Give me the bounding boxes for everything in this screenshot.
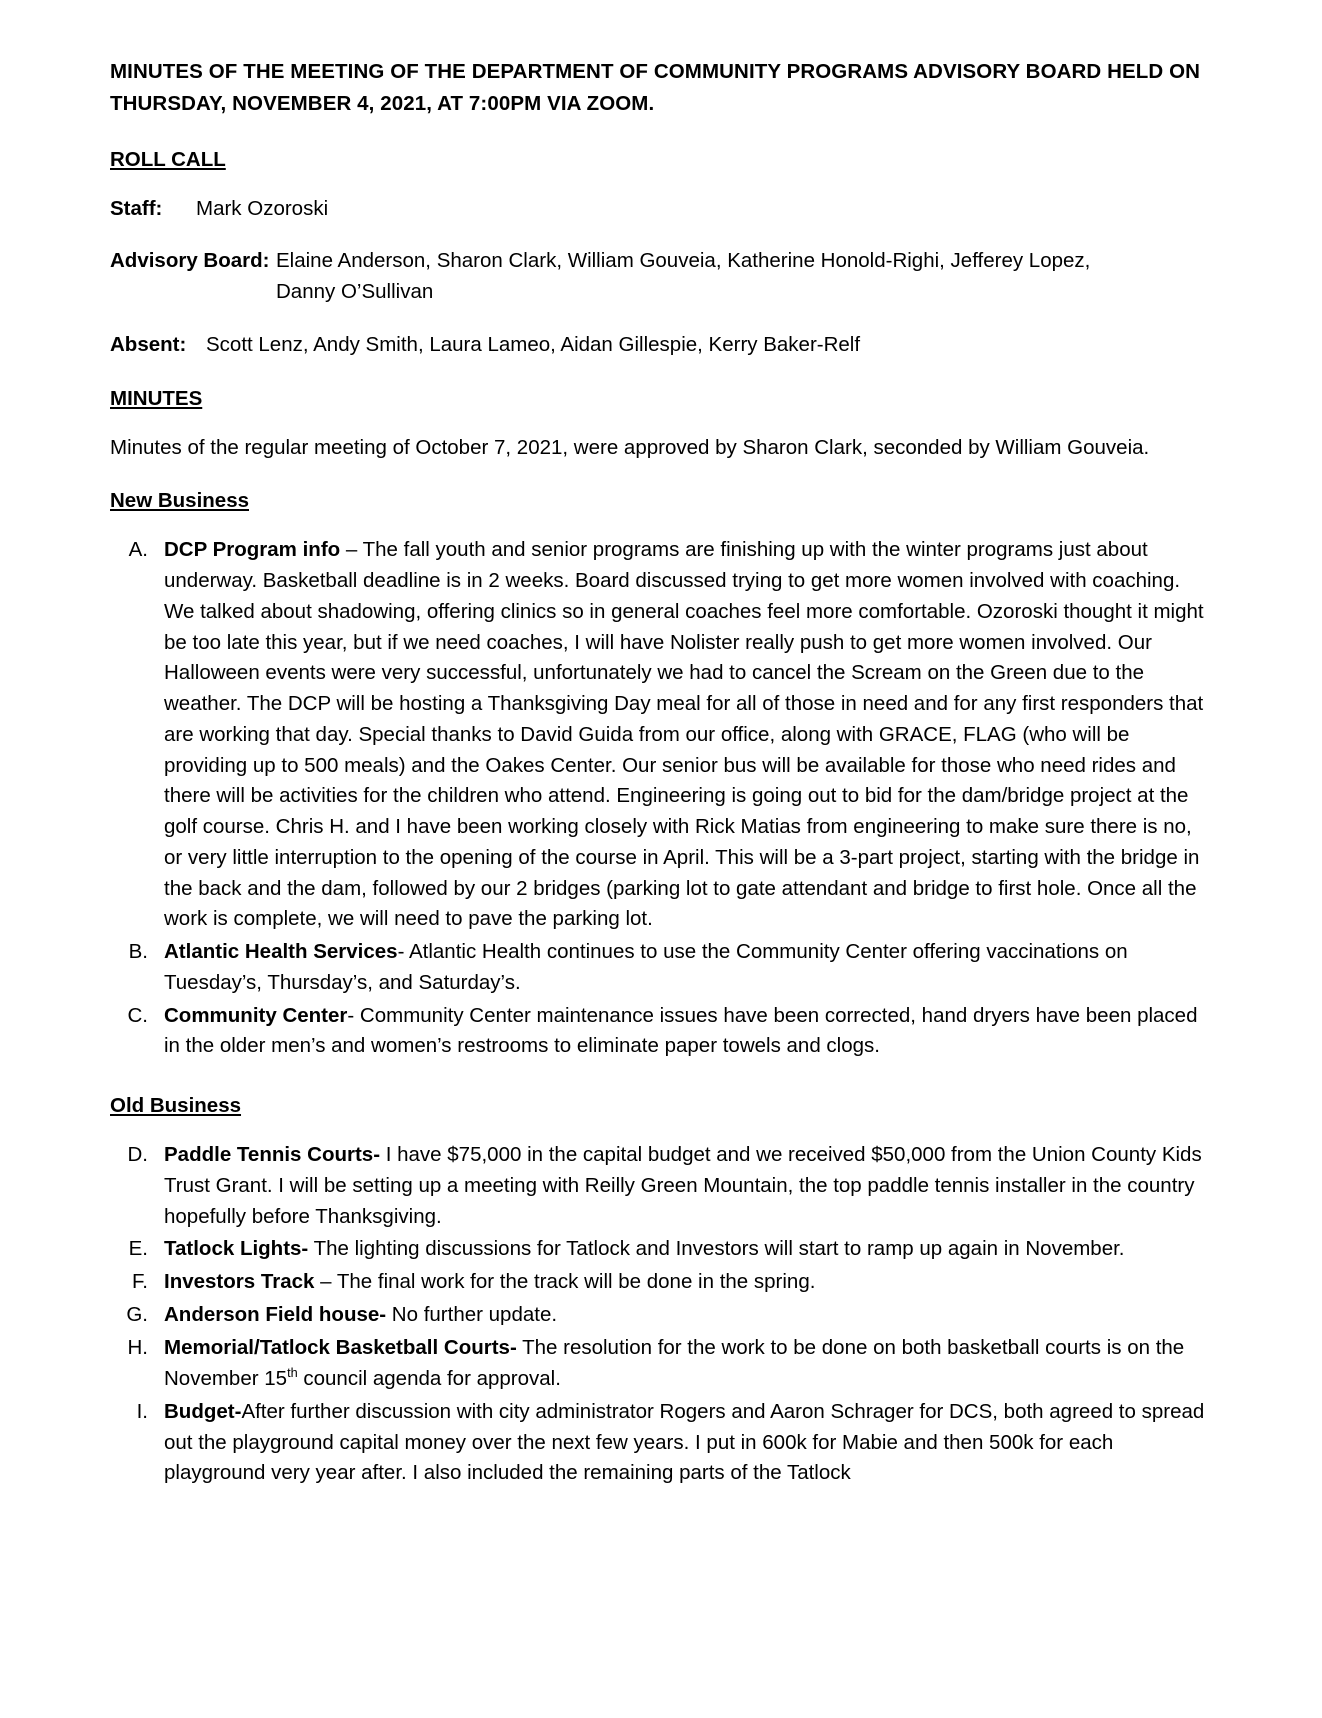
list-item-body bbox=[164, 1140, 1212, 1232]
list-item bbox=[110, 1140, 1212, 1232]
staff-value: Mark Ozoroski bbox=[196, 196, 329, 220]
list-item-lead: Paddle Tennis Courts- bbox=[164, 1143, 381, 1167]
advisory-board-value: Elaine Anderson, Sharon Clark, William Gouveia, Katherine Honold-Righi, Jefferey Lopez, bbox=[276, 249, 1091, 273]
page-title: MINUTES OF THE MEETING OF THE DEPARTMENT OF COMMUNITY PROGRAMS ADVISORY BOARD HELD ON THURSDAY, NOVEMBER 4, 2021, AT 7:00PM VIA ZOOM. bbox=[110, 60, 1201, 115]
list-item-lead: Memorial/Tatlock Basketball Courts- bbox=[164, 1335, 517, 1359]
list-item bbox=[110, 1267, 1212, 1298]
minutes-section bbox=[110, 387, 1212, 433]
list-item-lead: Budget- bbox=[164, 1399, 242, 1423]
old-business-list bbox=[110, 1140, 1212, 1489]
list-item-marker: I. bbox=[136, 1399, 148, 1423]
list-item-body bbox=[164, 1234, 1212, 1265]
new-business-heading: New Business bbox=[110, 489, 249, 513]
list-item bbox=[110, 1333, 1212, 1395]
list-item-body bbox=[164, 1001, 1212, 1063]
list-item bbox=[110, 937, 1212, 999]
list-item-lead: Atlantic Health Services bbox=[164, 940, 398, 964]
list-item-text: - Community Center maintenance issues have been corrected, hand dryers have been placed in the older men’s and women’s restrooms to eliminate paper towels and clogs. bbox=[164, 1003, 1198, 1058]
list-item-body bbox=[164, 937, 1212, 999]
roll-call-heading: ROLL CALL bbox=[110, 147, 226, 171]
list-item bbox=[110, 1234, 1212, 1265]
list-item-marker: C. bbox=[127, 1003, 148, 1027]
list-item-marker: A. bbox=[128, 538, 148, 562]
list-item bbox=[110, 535, 1212, 935]
list-item-marker: B. bbox=[128, 940, 148, 964]
list-item-marker: G. bbox=[126, 1302, 148, 1326]
minutes-body: Minutes of the regular meeting of October 7, 2021, were approved by Sharon Clark, seconded by William Gouveia. bbox=[110, 435, 1150, 459]
list-item-marker: E. bbox=[128, 1237, 148, 1261]
list-item-marker: D. bbox=[127, 1143, 148, 1167]
section-spacer bbox=[110, 1064, 1212, 1094]
staff-label: Staff: bbox=[110, 196, 163, 220]
roll-call-advisory-row bbox=[110, 246, 1212, 308]
list-item-text-before-superscript: The resolution for the work to be done on both basketball courts is on the November 15 bbox=[164, 1335, 1185, 1391]
list-item-lead: Tatlock Lights- bbox=[164, 1237, 309, 1261]
new-business-list bbox=[110, 535, 1212, 1062]
new-business-section bbox=[110, 489, 1212, 535]
roll-call-absent-row bbox=[110, 330, 1212, 361]
absent-value: Scott Lenz, Andy Smith, Laura Lameo, Aidan Gillespie, Kerry Baker-Relf bbox=[206, 332, 861, 356]
list-item-body bbox=[164, 1333, 1212, 1395]
list-item-lead: Community Center bbox=[164, 1003, 348, 1027]
list-item-marker: H. bbox=[127, 1335, 148, 1359]
old-business-heading: Old Business bbox=[110, 1094, 242, 1118]
list-item-text: I have $75,000 in the capital budget and we received $50,000 from the Union County Kids Trust Grant. I will be setting up a meeting with Reilly Green Mountain, the top paddle tennis installer in the country hopefully before Thanksgiving. bbox=[164, 1143, 1202, 1228]
list-item-body bbox=[164, 1300, 1212, 1331]
list-item bbox=[110, 1397, 1212, 1489]
list-item-text: – The final work for the track will be done in the spring. bbox=[320, 1270, 816, 1294]
roll-call-section bbox=[110, 148, 1212, 194]
list-item-body bbox=[164, 1267, 1212, 1298]
roll-call-staff-row bbox=[110, 194, 1212, 225]
list-item-body bbox=[164, 1397, 1212, 1489]
list-item-text-after-superscript: council agenda for approval. bbox=[297, 1367, 561, 1391]
advisory-board-label: Advisory Board: bbox=[110, 249, 270, 273]
ordinal-superscript: th bbox=[287, 1365, 298, 1381]
list-item-lead: Anderson Field house- bbox=[164, 1302, 387, 1326]
absent-label: Absent: bbox=[110, 332, 187, 356]
advisory-board-value-continued: Danny O’Sullivan bbox=[276, 280, 434, 304]
list-item-lead: Investors Track bbox=[164, 1270, 321, 1294]
list-item bbox=[110, 1001, 1212, 1063]
list-item-body bbox=[164, 535, 1212, 935]
list-item bbox=[110, 1300, 1212, 1331]
list-item-text: After further discussion with city administrator Rogers and Aaron Schrager for DCS, both agreed to spread out the playground capital money over the next few years. I put in 600k for Mabie and then 500k for each playground very year after. I also included the remaining parts of the Tatlock bbox=[164, 1399, 1205, 1485]
list-item-text: No further update. bbox=[386, 1302, 558, 1326]
minutes-heading: MINUTES bbox=[110, 386, 203, 410]
list-item-text: – The fall youth and senior programs are finishing up with the winter programs just about underway. Basketball deadline is in 2 weeks. Board discussed trying to get more women involved with coaching. We talked about shadowing, offering clinics so in general coaches feel more comfortable. Ozoroski thought it might be too late this year, but if we need coaches, I will have Nolister really push to get more women involved. Our Halloween events were very successful, unfortunately we had to cancel the Scream on the Green due to the weather. The DCP will be hosting a Thanksgiving Day meal for all of those in need and for any first responders that are working that day. Special thanks to David Guida from our office, along with GRACE, FLAG (who will be providing up to 500 meals) and the Oakes Center. Our senior bus will be available for those who need rides and there will be activities for the children who attend. Engineering is going out to bid for the dam/bridge project at the golf course. Chris H. and I have been working closely with Rick Matias from engineering to make sure there is no, or very little interruption to the opening of the course in April. This will be a 3-part project, starting with the bridge in the back and the dam, followed by our 2 bridges (parking lot to gate attendant and bridge to first hole. Once all the work is complete, we will need to pave the parking lot. bbox=[164, 538, 1204, 931]
old-business-section bbox=[110, 1094, 1212, 1140]
list-item-marker: F. bbox=[132, 1270, 148, 1294]
list-item-lead: DCP Program info bbox=[164, 538, 346, 562]
list-item-text: - Atlantic Health continues to use the Community Center offering vaccinations on Tuesday’s, Thursday’s, and Saturday’s. bbox=[164, 940, 1128, 994]
list-item-text: The lighting discussions for Tatlock and Investors will start to ramp up again in November. bbox=[308, 1237, 1125, 1261]
